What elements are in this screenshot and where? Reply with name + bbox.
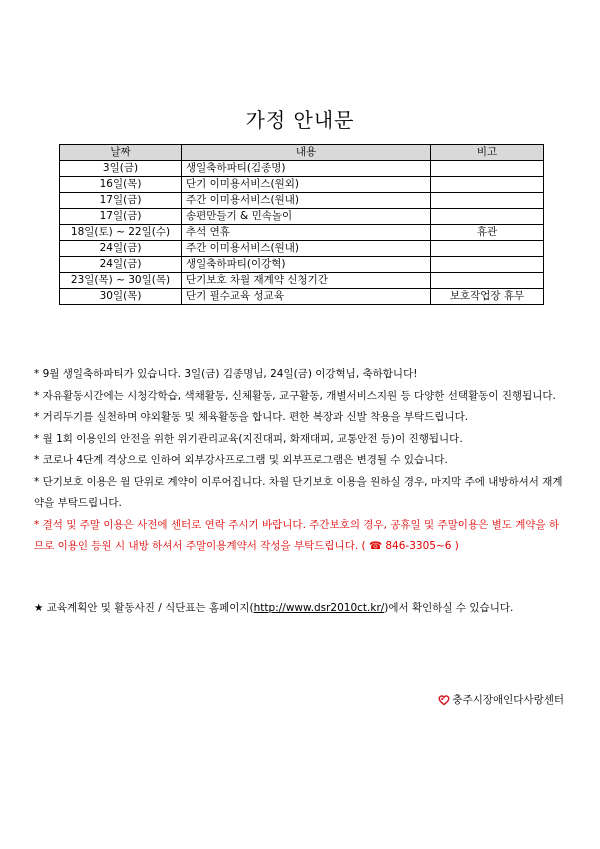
row-note: [431, 177, 544, 193]
row-content: 단기보호 차월 재계약 신청기간: [182, 273, 431, 289]
row-date: 16일(목): [60, 177, 182, 193]
row-content: 단기 필수교육 성교육: [182, 289, 431, 305]
row-content: 생일축하파티(김종명): [182, 161, 431, 177]
table-header-row: [60, 145, 544, 161]
row-note: [431, 241, 544, 257]
row-note: [431, 209, 544, 225]
table-row: [60, 241, 544, 257]
schedule-table: [59, 144, 544, 305]
homepage-notice-prefix: ★ 교육계획안 및 활동사진 / 식단표는 홈페이지(: [34, 602, 254, 614]
notice-item: * 자유활동시간에는 시청각학습, 색채활동, 신체활동, 교구활동, 개별서비스지원 등 다양한 선택활동이 진행됩니다.: [34, 389, 556, 402]
row-date: 17일(금): [60, 209, 182, 225]
table-row: [60, 177, 544, 193]
row-note: 보호작업장 휴무: [431, 289, 544, 305]
page-title: 가정 안내문: [245, 108, 355, 132]
notice-item: * 월 1회 이용인의 안전을 위한 위기관리교육(지진대피, 화재대피, 교통안전 등)이 진행됩니다.: [34, 432, 463, 445]
center-logo-icon: [438, 694, 450, 706]
header-note: 비고: [431, 145, 544, 161]
row-date: 23일(목) ~ 30일(목): [60, 273, 182, 289]
organization-name: 충주시장애인다사랑센터: [452, 694, 564, 706]
row-content: 주간 이미용서비스(원내): [182, 241, 431, 257]
row-date: 30일(목): [60, 289, 182, 305]
table-row: [60, 273, 544, 289]
organization-signature: [438, 692, 564, 707]
notice-list: [34, 364, 566, 558]
table-row: [60, 225, 544, 241]
header-date: 날짜: [60, 145, 182, 161]
homepage-link[interactable]: http://www.dsr2010ct.kr/: [253, 602, 385, 614]
table-row: [60, 209, 544, 225]
notice-item: * 거리두기를 실천하며 야외활동 및 체육활동을 합니다. 편한 복장과 신발 착용을 부탁드립니다.: [34, 411, 469, 423]
row-note: [431, 161, 544, 177]
row-note: 휴관: [431, 225, 544, 241]
table-row: [60, 161, 544, 177]
row-date: 24일(금): [60, 257, 182, 273]
row-content: 단기 이미용서비스(원외): [182, 177, 431, 193]
row-note: [431, 257, 544, 273]
homepage-notice: [34, 600, 574, 615]
homepage-notice-suffix: )에서 확인하실 수 있습니다.: [384, 602, 514, 614]
table-row: [60, 289, 544, 305]
notice-item: * 단기보호 이용은 월 단위로 계약이 이루어집니다. 차월 단기보호 이용을 원하실 경우, 마지막 주에 내방하셔서 재계약을 부탁드립니다.: [34, 475, 563, 509]
row-date: 18일(토) ~ 22일(수): [60, 225, 182, 241]
row-content: 생일축하파티(이강혁): [182, 257, 431, 273]
notice-item: * 9월 생일축하파티가 있습니다. 3일(금) 김종명님, 24일(금) 이강혁님, 축하합니다!: [34, 368, 418, 380]
table-row: [60, 257, 544, 273]
row-content: 주간 이미용서비스(원내): [182, 193, 431, 209]
row-content: 추석 연휴: [182, 225, 431, 241]
row-note: [431, 273, 544, 289]
row-note: [431, 193, 544, 209]
row-date: 3일(금): [60, 161, 182, 177]
row-date: 17일(금): [60, 193, 182, 209]
row-date: 24일(금): [60, 241, 182, 257]
row-content: 송편만들기 & 민속놀이: [182, 209, 431, 225]
notice-item-important: * 결석 및 주말 이용은 사전에 센터로 연락 주시기 바랍니다. 주간보호의 경우, 공휴일 및 주말이용은 별도 계약을 하므로 이용인 등원 시 내방 하셔서 주말이용계약서 작성을 부탁드립니다. ( ☎ 846-3305~6 ): [34, 518, 560, 552]
notice-item: * 코로나 4단계 격상으로 인하여 외부강사프로그램 및 외부프로그램은 변경될 수 있습니다.: [34, 454, 448, 466]
table-row: [60, 193, 544, 209]
header-content: 내용: [182, 145, 431, 161]
